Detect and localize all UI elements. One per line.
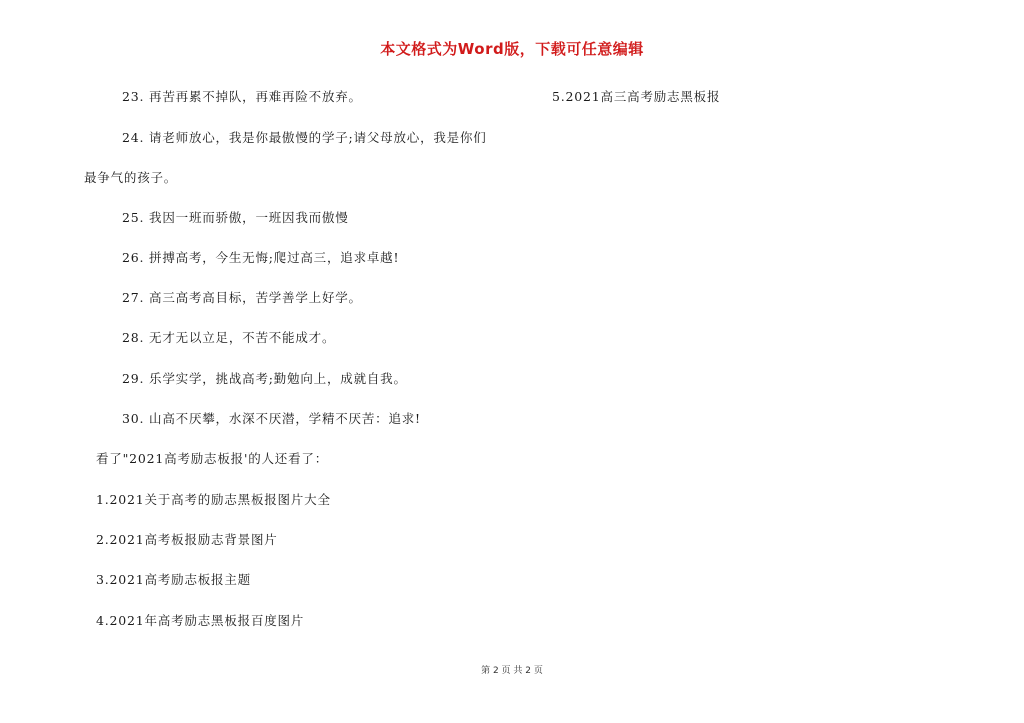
list-item: 24. 请老师放心，我是你最傲慢的学子;请父母放心，我是你们 (122, 130, 487, 145)
list-item: 23. 再苦再累不掉队，再难再险不放弃。 (122, 89, 362, 104)
page-indicator: 第 2 页 共 2 页 (481, 666, 543, 676)
list-item: 26. 拼搏高考，今生无悔;爬过高三，追求卓越! (122, 250, 400, 265)
list-item: 30. 山高不厌攀，水深不厌潜，学精不厌苦：追求! (122, 411, 421, 426)
related-heading: 看了"2021高考励志板报'的人还看了： (96, 451, 328, 466)
related-link[interactable]: 2.2021高考板报励志背景图片 (96, 532, 278, 547)
list-item: 29. 乐学实学，挑战高考;勤勉向上，成就自我。 (122, 371, 407, 386)
related-link[interactable]: 3.2021高考励志板报主题 (96, 572, 251, 587)
list-item: 25. 我因一班而骄傲，一班因我而傲慢 (122, 210, 349, 225)
document-banner: 本文格式为Word版，下载可任意编辑 (380, 40, 644, 58)
related-link[interactable]: 4.2021年高考励志黑板报百度图片 (96, 613, 305, 628)
related-link[interactable]: 1.2021关于高考的励志黑板报图片大全 (96, 492, 331, 507)
related-link[interactable]: 5.2021高三高考励志黑板报 (552, 89, 721, 104)
list-item: 28. 无才无以立足，不苦不能成才。 (122, 330, 336, 345)
list-item-continuation: 最争气的孩子。 (84, 170, 178, 185)
list-item: 27. 高三高考高目标，苦学善学上好学。 (122, 290, 362, 305)
